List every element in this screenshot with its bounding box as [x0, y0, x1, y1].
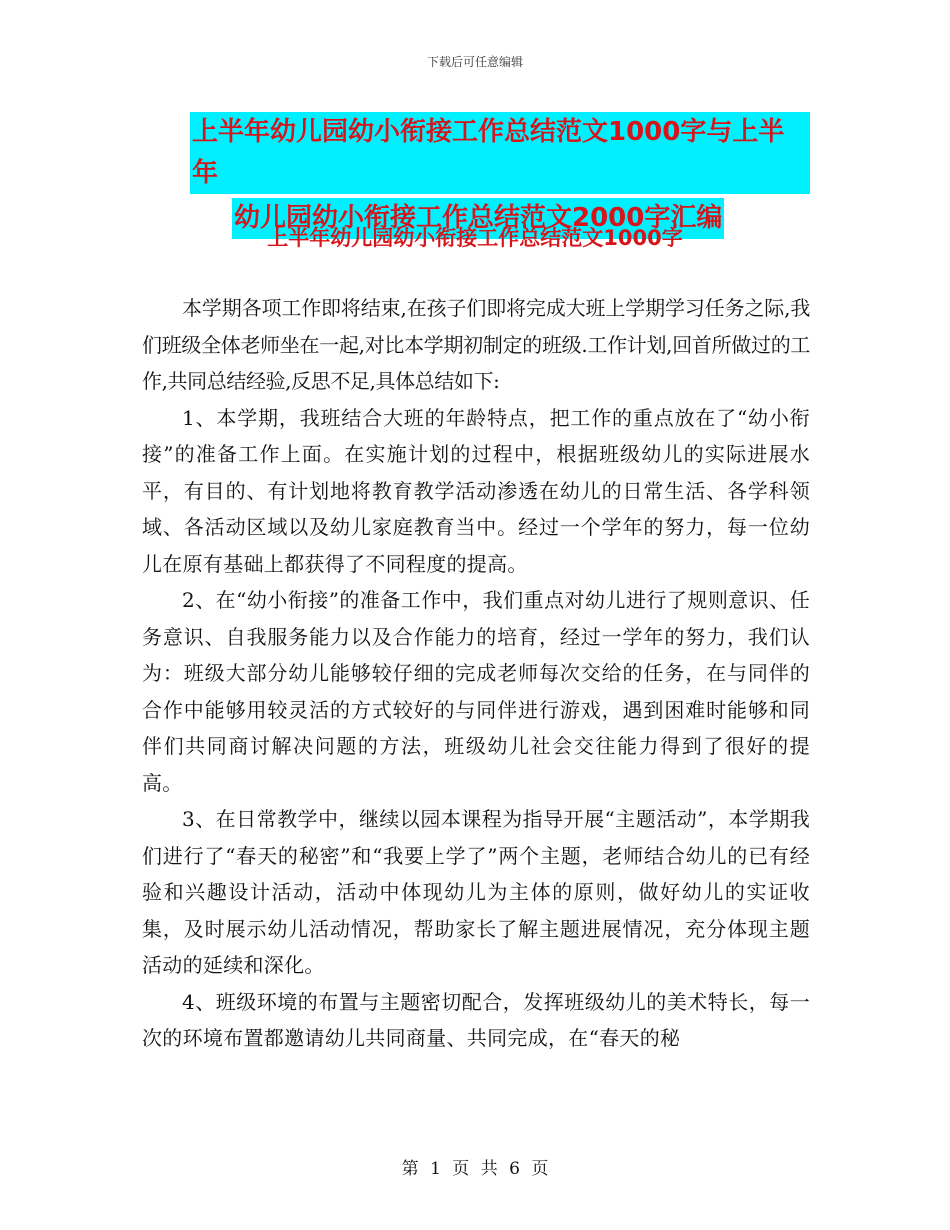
- body-text: [142, 290, 810, 1057]
- page-footer: 第 1 页 共 6 页: [401, 1159, 549, 1179]
- paragraph-intro: 本学期各项工作即将结束,在孩子们即将完成大班上学期学习任务之际,我们班级全体老师坐在一起,对比本学期初制定的班级.工作计划,回首所做过的工作,共同总结经验,反思不足,具体总结如下:: [142, 296, 810, 393]
- document-title: [190, 112, 810, 239]
- header-note: 下载后可任意编辑: [426, 55, 523, 69]
- section-heading: 上半年幼儿园幼小衔接工作总结范文1000字: [267, 226, 683, 250]
- document-title-line-1: 上半年幼儿园幼小衔接工作总结范文1000字与上半年: [190, 112, 810, 194]
- paragraph-4: 4、班级环境的布置与主题密切配合，发挥班级幼儿的美术特长，每一次的环境布置都邀请幼儿共同商量、共同完成，在“春天的秘: [142, 989, 810, 1050]
- paragraph-1: 1、本学期，我班结合大班的年龄特点，把工作的重点放在了“幼小衔接”的准备工作上面。在实施计划的过程中，根据班级幼儿的实际进展水平，有目的、有计划地将教育教学活动渗透在幼儿的日常生活、各学科领域、各活动区域以及幼儿家庭教育当中。经过一个学年的努力，每一位幼儿在原有基础上都获得了不同程度的提高。: [142, 405, 810, 576]
- paragraph-3: 3、在日常教学中，继续以园本课程为指导开展“主题活动”，本学期我们进行了“春天的秘密”和“我要上学了”两个主题，老师结合幼儿的已有经验和兴趣设计活动，活动中体现幼儿为主体的原则，做好幼儿的实证收集，及时展示幼儿活动情况，帮助家长了解主题进展情况，充分体现主题活动的延续和深化。: [142, 807, 810, 977]
- document-title-line-2: 幼儿园幼小衔接工作总结范文2000字汇编: [232, 198, 724, 239]
- paragraph-2: 2、在“幼小衔接”的准备工作中，我们重点对幼儿进行了规则意识、任务意识、自我服务能力以及合作能力的培育，经过一学年的努力，我们认为：班级大部分幼儿能够较仔细的完成老师每次交给的任务，在与同伴的合作中能够用较灵活的方式较好的与同伴进行游戏，遇到困难时能够和同伴们共同商讨解决问题的方法，班级幼儿社会交往能力得到了很好的提高。: [142, 588, 810, 795]
